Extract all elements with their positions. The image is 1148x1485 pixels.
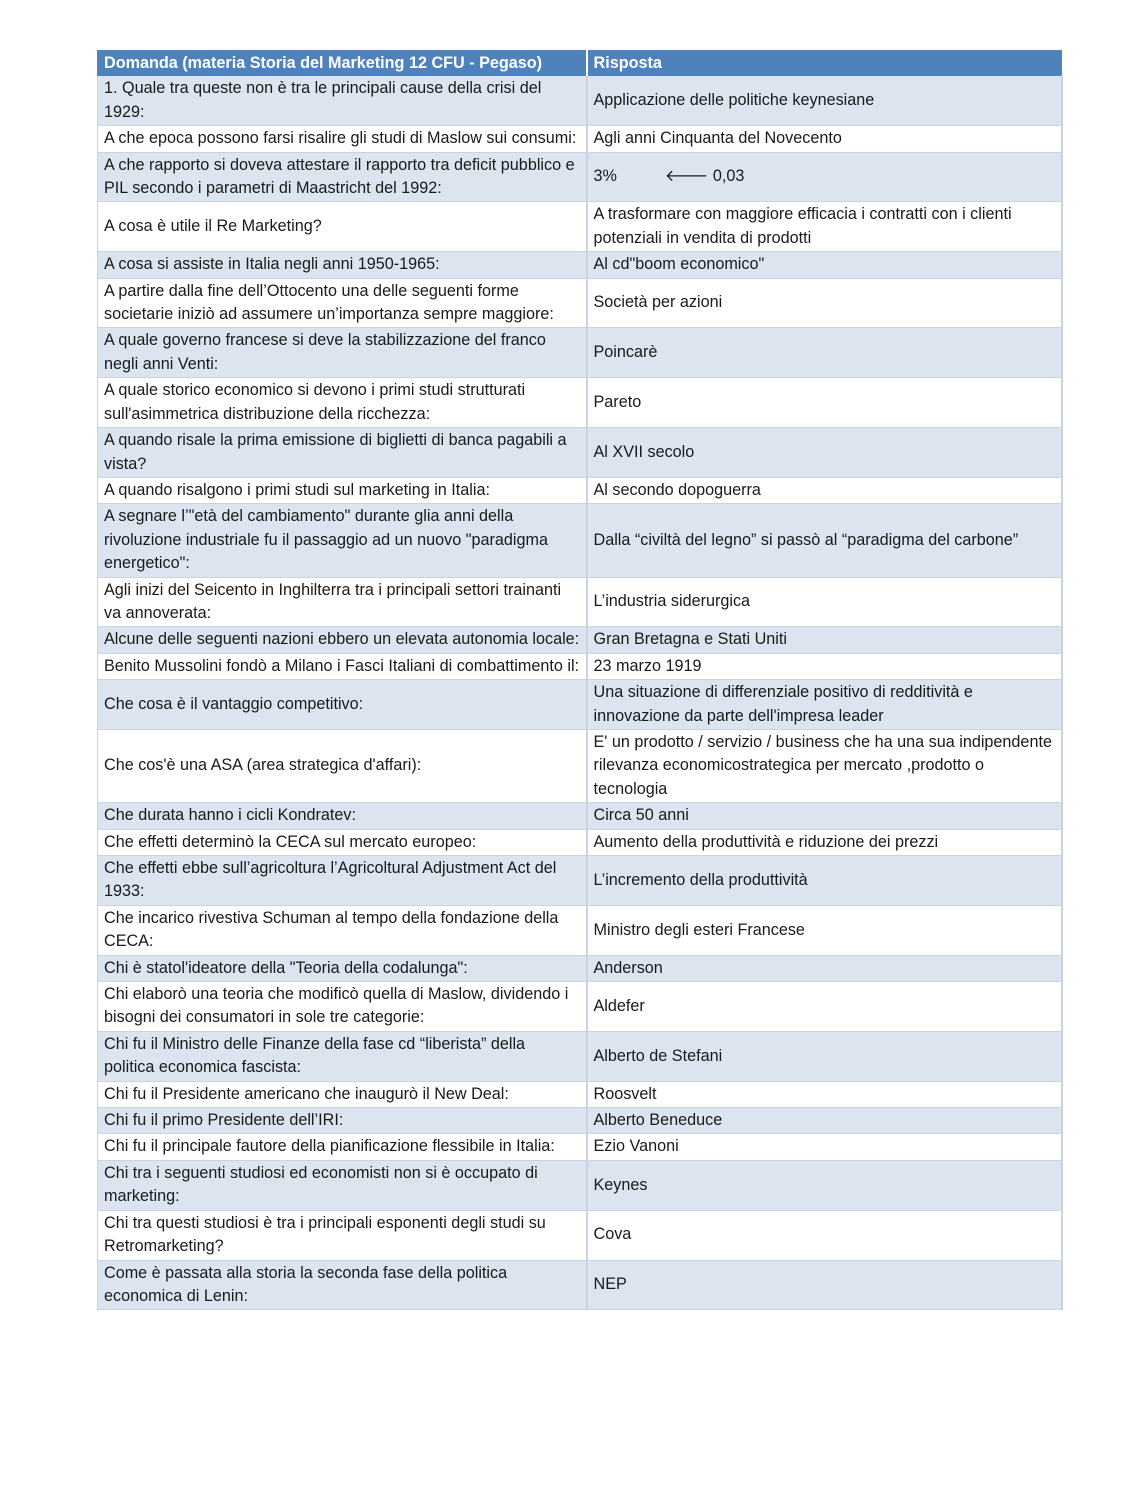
answer-cell: A trasformare con maggiore efficacia i contratti con i clienti potenziali in vendita di prodotti xyxy=(587,202,1062,252)
question-cell: Chi tra i seguenti studiosi ed economisti non si è occupato di marketing: xyxy=(98,1160,587,1210)
table-row xyxy=(98,328,1062,378)
table-row xyxy=(98,126,1062,152)
question-cell: Che cos'è una ASA (area strategica d'affari): xyxy=(98,729,587,802)
table-row xyxy=(98,1108,1062,1134)
table-row xyxy=(98,76,1062,126)
table-row xyxy=(98,982,1062,1032)
question-cell: Che durata hanno i cicli Kondratev: xyxy=(98,803,587,829)
table-row xyxy=(98,905,1062,955)
answer-cell: E' un prodotto / servizio / business che ha una sua indipendente rilevanza economicostrategica per mercato ,prodotto o tecnologia xyxy=(587,729,1062,802)
answer-cell: Una situazione di differenziale positivo di redditività e innovazione da parte dell'impresa leader xyxy=(587,680,1062,730)
answer-cell: Poincarè xyxy=(587,328,1062,378)
qa-table xyxy=(97,50,1063,1310)
answer-cell: Anderson xyxy=(587,955,1062,981)
table-row xyxy=(98,252,1062,278)
table-row xyxy=(98,856,1062,906)
question-cell: Chi fu il Ministro delle Finanze della fase cd “liberista” della politica economica fascista: xyxy=(98,1031,587,1081)
answer-cell: Dalla “civiltà del legno” si passò al “paradigma del carbone” xyxy=(587,504,1062,577)
table-row xyxy=(98,729,1062,802)
answer-cell: Aumento della produttività e riduzione dei prezzi xyxy=(587,829,1062,855)
question-cell: A cosa si assiste in Italia negli anni 1950-1965: xyxy=(98,252,587,278)
question-cell: Chi è statol'ideatore della "Teoria della codalunga": xyxy=(98,955,587,981)
question-cell: A che rapporto si doveva attestare il rapporto tra deficit pubblico e PIL secondo i parametri di Maastricht del 1992: xyxy=(98,152,587,202)
answer-cell: Ministro degli esteri Francese xyxy=(587,905,1062,955)
table-row xyxy=(98,152,1062,202)
table-row xyxy=(98,428,1062,478)
answer-cell: Ezio Vanoni xyxy=(587,1134,1062,1160)
table-row xyxy=(98,803,1062,829)
question-cell: Benito Mussolini fondò a Milano i Fasci Italiani di combattimento il: xyxy=(98,653,587,679)
table-row xyxy=(98,955,1062,981)
table-row xyxy=(98,1260,1062,1310)
table-row xyxy=(98,1081,1062,1107)
table-row xyxy=(98,477,1062,503)
answer-cell: Al cd"boom economico" xyxy=(587,252,1062,278)
answer-cell: Keynes xyxy=(587,1160,1062,1210)
table-row xyxy=(98,680,1062,730)
answer-cell: Alberto Beneduce xyxy=(587,1108,1062,1134)
answer-cell: L’incremento della produttività xyxy=(587,856,1062,906)
question-cell: Chi elaborò una teoria che modificò quella di Maslow, dividendo i bisogni dei consumatori in sole tre categorie: xyxy=(98,982,587,1032)
answer-column-header: Risposta xyxy=(587,51,1062,76)
answer-cell: Aldefer xyxy=(587,982,1062,1032)
answer-cell: Circa 50 anni xyxy=(587,803,1062,829)
table-row xyxy=(98,1134,1062,1160)
question-cell: Chi fu il primo Presidente dell’IRI: xyxy=(98,1108,587,1134)
question-cell: A quale storico economico si devono i primi studi strutturati sull'asimmetrica distribuzione della ricchezza: xyxy=(98,378,587,428)
question-cell: Che effetti ebbe sull’agricoltura l’Agricoltural Adjustment Act del 1933: xyxy=(98,856,587,906)
answer-cell: 23 marzo 1919 xyxy=(587,653,1062,679)
table-row xyxy=(98,504,1062,577)
answer-cell: NEP xyxy=(587,1260,1062,1310)
table-row xyxy=(98,627,1062,653)
question-cell: A partire dalla fine dell’Ottocento una delle seguenti forme societarie iniziò ad assumere un’importanza sempre maggiore: xyxy=(98,278,587,328)
question-cell: Agli inizi del Seicento in Inghilterra tra i principali settori trainanti va annoverata: xyxy=(98,577,587,627)
answer-cell: Applicazione delle politiche keynesiane xyxy=(587,76,1062,126)
question-cell: A quando risale la prima emissione di biglietti di banca pagabili a vista? xyxy=(98,428,587,478)
table-row xyxy=(98,1210,1062,1260)
answer-cell: Cova xyxy=(587,1210,1062,1260)
answer-value: 3% xyxy=(593,167,617,186)
question-cell: Chi tra questi studiosi è tra i principali esponenti degli studi su Retromarketing? xyxy=(98,1210,587,1260)
question-cell: Che effetti determinò la CECA sul mercato europeo: xyxy=(98,829,587,855)
table-body xyxy=(98,76,1062,1310)
question-cell: Chi fu il Presidente americano che inaugurò il New Deal: xyxy=(98,1081,587,1107)
table-row xyxy=(98,378,1062,428)
question-cell: Come è passata alla storia la seconda fase della politica economica di Lenin: xyxy=(98,1260,587,1310)
table-row xyxy=(98,653,1062,679)
answer-note: 🡐 0,03 xyxy=(664,167,745,186)
question-cell: A che epoca possono farsi risalire gli studi di Maslow sui consumi: xyxy=(98,126,587,152)
answer-cell xyxy=(587,152,1062,202)
question-cell: A cosa è utile il Re Marketing? xyxy=(98,202,587,252)
table-row xyxy=(98,577,1062,627)
question-cell: A quale governo francese si deve la stabilizzazione del franco negli anni Venti: xyxy=(98,328,587,378)
answer-cell: Pareto xyxy=(587,378,1062,428)
answer-cell: Al secondo dopoguerra xyxy=(587,477,1062,503)
answer-cell: L’industria siderurgica xyxy=(587,577,1062,627)
table-row xyxy=(98,829,1062,855)
question-cell: Chi fu il principale fautore della pianificazione flessibile in Italia: xyxy=(98,1134,587,1160)
question-cell: A segnare l’"età del cambiamento" durante glia anni della rivoluzione industriale fu il passaggio ad un nuovo "paradigma energetico": xyxy=(98,504,587,577)
question-cell: A quando risalgono i primi studi sul marketing in Italia: xyxy=(98,477,587,503)
table-row xyxy=(98,1160,1062,1210)
table-row xyxy=(98,202,1062,252)
table-row xyxy=(98,1031,1062,1081)
answer-cell: Agli anni Cinquanta del Novecento xyxy=(587,126,1062,152)
answer-cell: Società per azioni xyxy=(587,278,1062,328)
question-cell: 1. Quale tra queste non è tra le principali cause della crisi del 1929: xyxy=(98,76,587,126)
question-cell: Che incarico rivestiva Schuman al tempo della fondazione della CECA: xyxy=(98,905,587,955)
table-row xyxy=(98,278,1062,328)
answer-cell: Alberto de Stefani xyxy=(587,1031,1062,1081)
answer-cell: Roosvelt xyxy=(587,1081,1062,1107)
question-column-header: Domanda (materia Storia del Marketing 12 CFU - Pegaso) xyxy=(98,51,587,76)
question-cell: Alcune delle seguenti nazioni ebbero un elevata autonomia locale: xyxy=(98,627,587,653)
answer-cell: Gran Bretagna e Stati Uniti xyxy=(587,627,1062,653)
question-cell: Che cosa è il vantaggio competitivo: xyxy=(98,680,587,730)
answer-cell: Al XVII secolo xyxy=(587,428,1062,478)
table-header-row xyxy=(98,51,1062,76)
